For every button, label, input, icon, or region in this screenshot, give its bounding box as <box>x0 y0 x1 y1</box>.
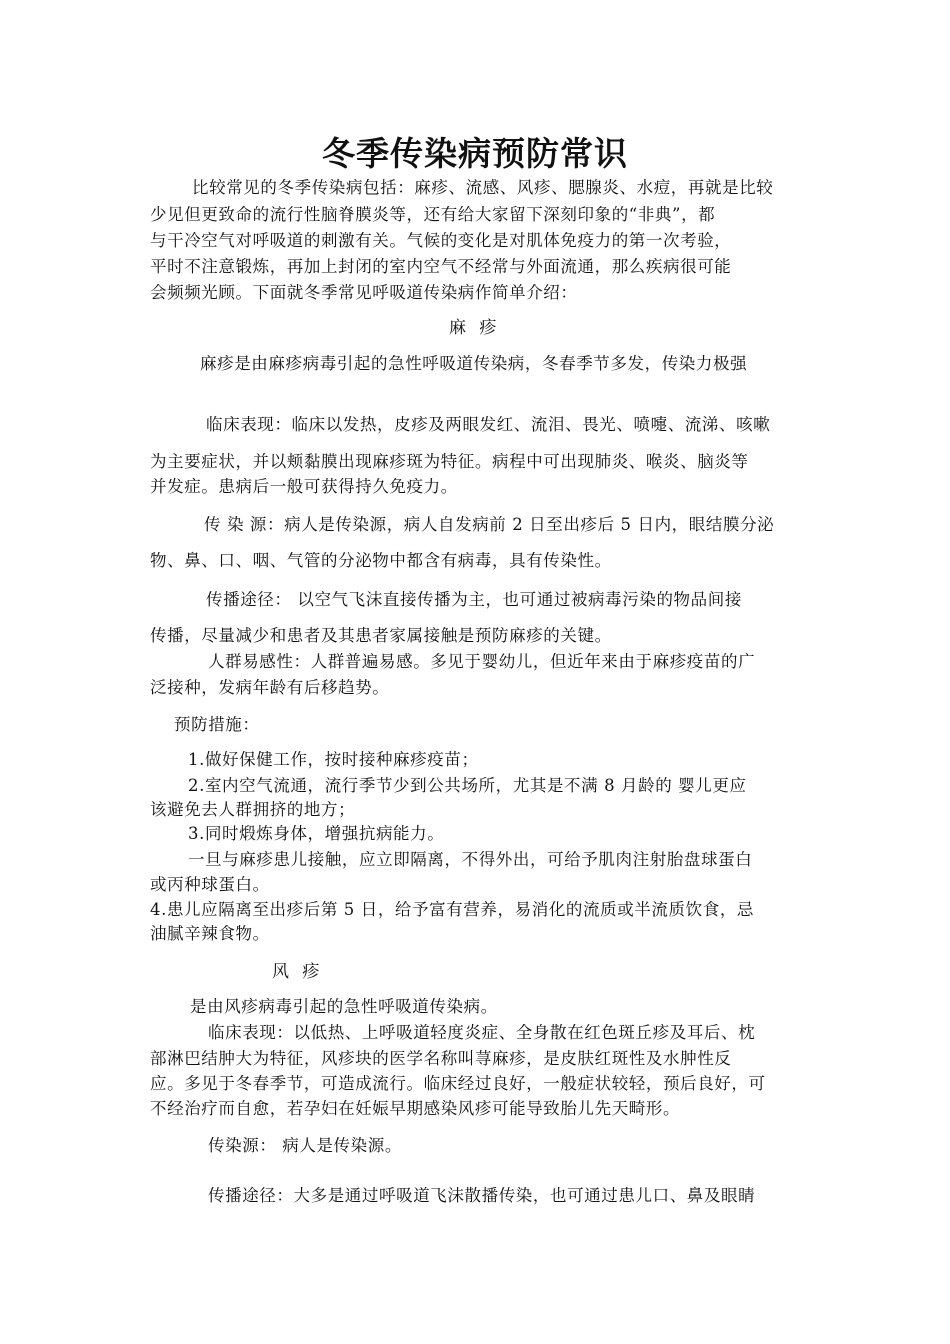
measles-susceptible-line: 泛接种，发病年龄有后移趋势。 <box>150 678 390 697</box>
rubella-route-label: 传播途径 <box>208 1186 277 1205</box>
rubella-heading: 风 疹 <box>272 962 324 982</box>
prevention-item: 该避免去人群拥挤的地方； <box>150 800 356 819</box>
intro-line: 会频频光顾。下面就冬季常见呼吸道传染病作简单介绍： <box>150 283 578 302</box>
rubella-clinical-line: 部淋巴结肿大为特征，风疹块的医学名称叫荨麻疹，是皮肤红斑性及水肿性反 <box>150 1049 732 1068</box>
rubella-route-line <box>208 1184 808 1208</box>
measles-clinical-line: 并发症。患病后一般可获得持久免疫力。 <box>150 477 458 496</box>
intro-line: 少见但更致命的流行性脑脊膜炎等，还有给大家留下深刻印象的“非典”，都 <box>150 205 716 224</box>
prevention-label: 预防措施： <box>174 715 260 734</box>
route-text: ： 以空气飞沫直接传播为主，也可通过被病毒污染的物品间接 <box>274 590 742 609</box>
prevention-item: 一旦与麻疹患儿接触，应立即隔离，不得外出，可给予肌肉注射胎盘球蛋白 <box>188 850 753 869</box>
intro-line: 平时不注意锻炼，再加上封闭的室内空气不经常与外面流通，那么疾病很可能 <box>150 257 732 276</box>
measles-clinical-line: 为主要症状，并以颊黏膜出现麻疹斑为特征。病程中可出现肺炎、喉炎、脑炎等 <box>150 452 749 471</box>
rubella-clinical-line: 临床表现：以低热、上呼吸道轻度炎症、全身散在红色斑丘疹及耳后、枕 <box>208 1023 756 1042</box>
prevention-item: 或丙种球蛋白。 <box>150 875 270 894</box>
intro-line: 与干冷空气对呼吸道的刺激有关。气候的变化是对肌体免疫力的第一次考验， <box>150 231 732 250</box>
measles-summary: 麻疹是由麻疹病毒引起的急性呼吸道传染病，冬春季节多发，传染力极强 <box>200 354 748 373</box>
clinical-text: ：临床以发热，皮疹及两眼发红、流泪、畏光、喷嚏、流涕、咳嗽 <box>274 415 771 434</box>
source-text: ：病人是传染源，病人自发病前 2 日至出疹后 5 日内，眼结膜分泌 <box>267 515 775 534</box>
measles-susceptible-line: 人群易感性：人群普遍易感。多见于婴幼儿，但近年来由于麻疹疫苗的广 <box>208 652 756 671</box>
rubella-route-text: ：大多是通过呼吸道飞沫散播传染，也可通过患儿口、鼻及眼睛 <box>276 1186 756 1205</box>
intro-line: 比较常见的冬季传染病包括：麻疹、流感、风疹、腮腺炎、水痘，再就是比较 <box>192 178 774 197</box>
measles-source-line <box>204 513 806 537</box>
rubella-clinical-line: 应。多见于冬春季节，可造成流行。临床经过良好，一般症状较轻，预后良好，可 <box>150 1074 766 1093</box>
route-label: 传播途径 <box>206 590 275 609</box>
measles-clinical-line <box>206 413 806 437</box>
document-title: 冬季传染病预防常识 <box>322 134 628 173</box>
measles-source-line: 物、鼻、口、咽、气管的分泌物中都含有病毒，具有传染性。 <box>150 551 612 570</box>
rubella-clinical-line: 不经治疗而自愈，若孕妇在妊娠早期感染风疹可能导致胎儿先天畸形。 <box>150 1099 681 1118</box>
measles-route-line: 传播，尽量减少和患者及其患者家属接触是预防麻疹的关键。 <box>150 626 612 645</box>
prevention-item: 4.患儿应隔离至出疹后第 5 日，给予富有营养，易消化的流质或半流质饮食，忌 <box>150 900 755 919</box>
measles-heading: 麻 疹 <box>449 318 501 338</box>
prevention-item: 2.室内空气流通，流行季节少到公共场所，尤其是不满 8 月龄的 婴儿更应 <box>188 776 747 795</box>
prevention-item: 油腻辛辣食物。 <box>150 924 270 943</box>
clinical-label: 临床表现 <box>206 415 275 434</box>
rubella-source-label: 传染源 <box>208 1136 260 1155</box>
rubella-source-line <box>208 1134 808 1158</box>
rubella-source-text: ： 病人是传染源。 <box>259 1136 402 1155</box>
rubella-summary: 是由风疹病毒引起的急性呼吸道传染病。 <box>190 997 498 1016</box>
measles-route-line <box>206 588 806 612</box>
source-label: 传 染 源 <box>204 515 267 534</box>
prevention-item: 3.同时煅炼身体，增强抗病能力。 <box>188 824 445 843</box>
prevention-item: 1.做好保健工作，按时接种麻疹疫苗； <box>188 750 479 769</box>
